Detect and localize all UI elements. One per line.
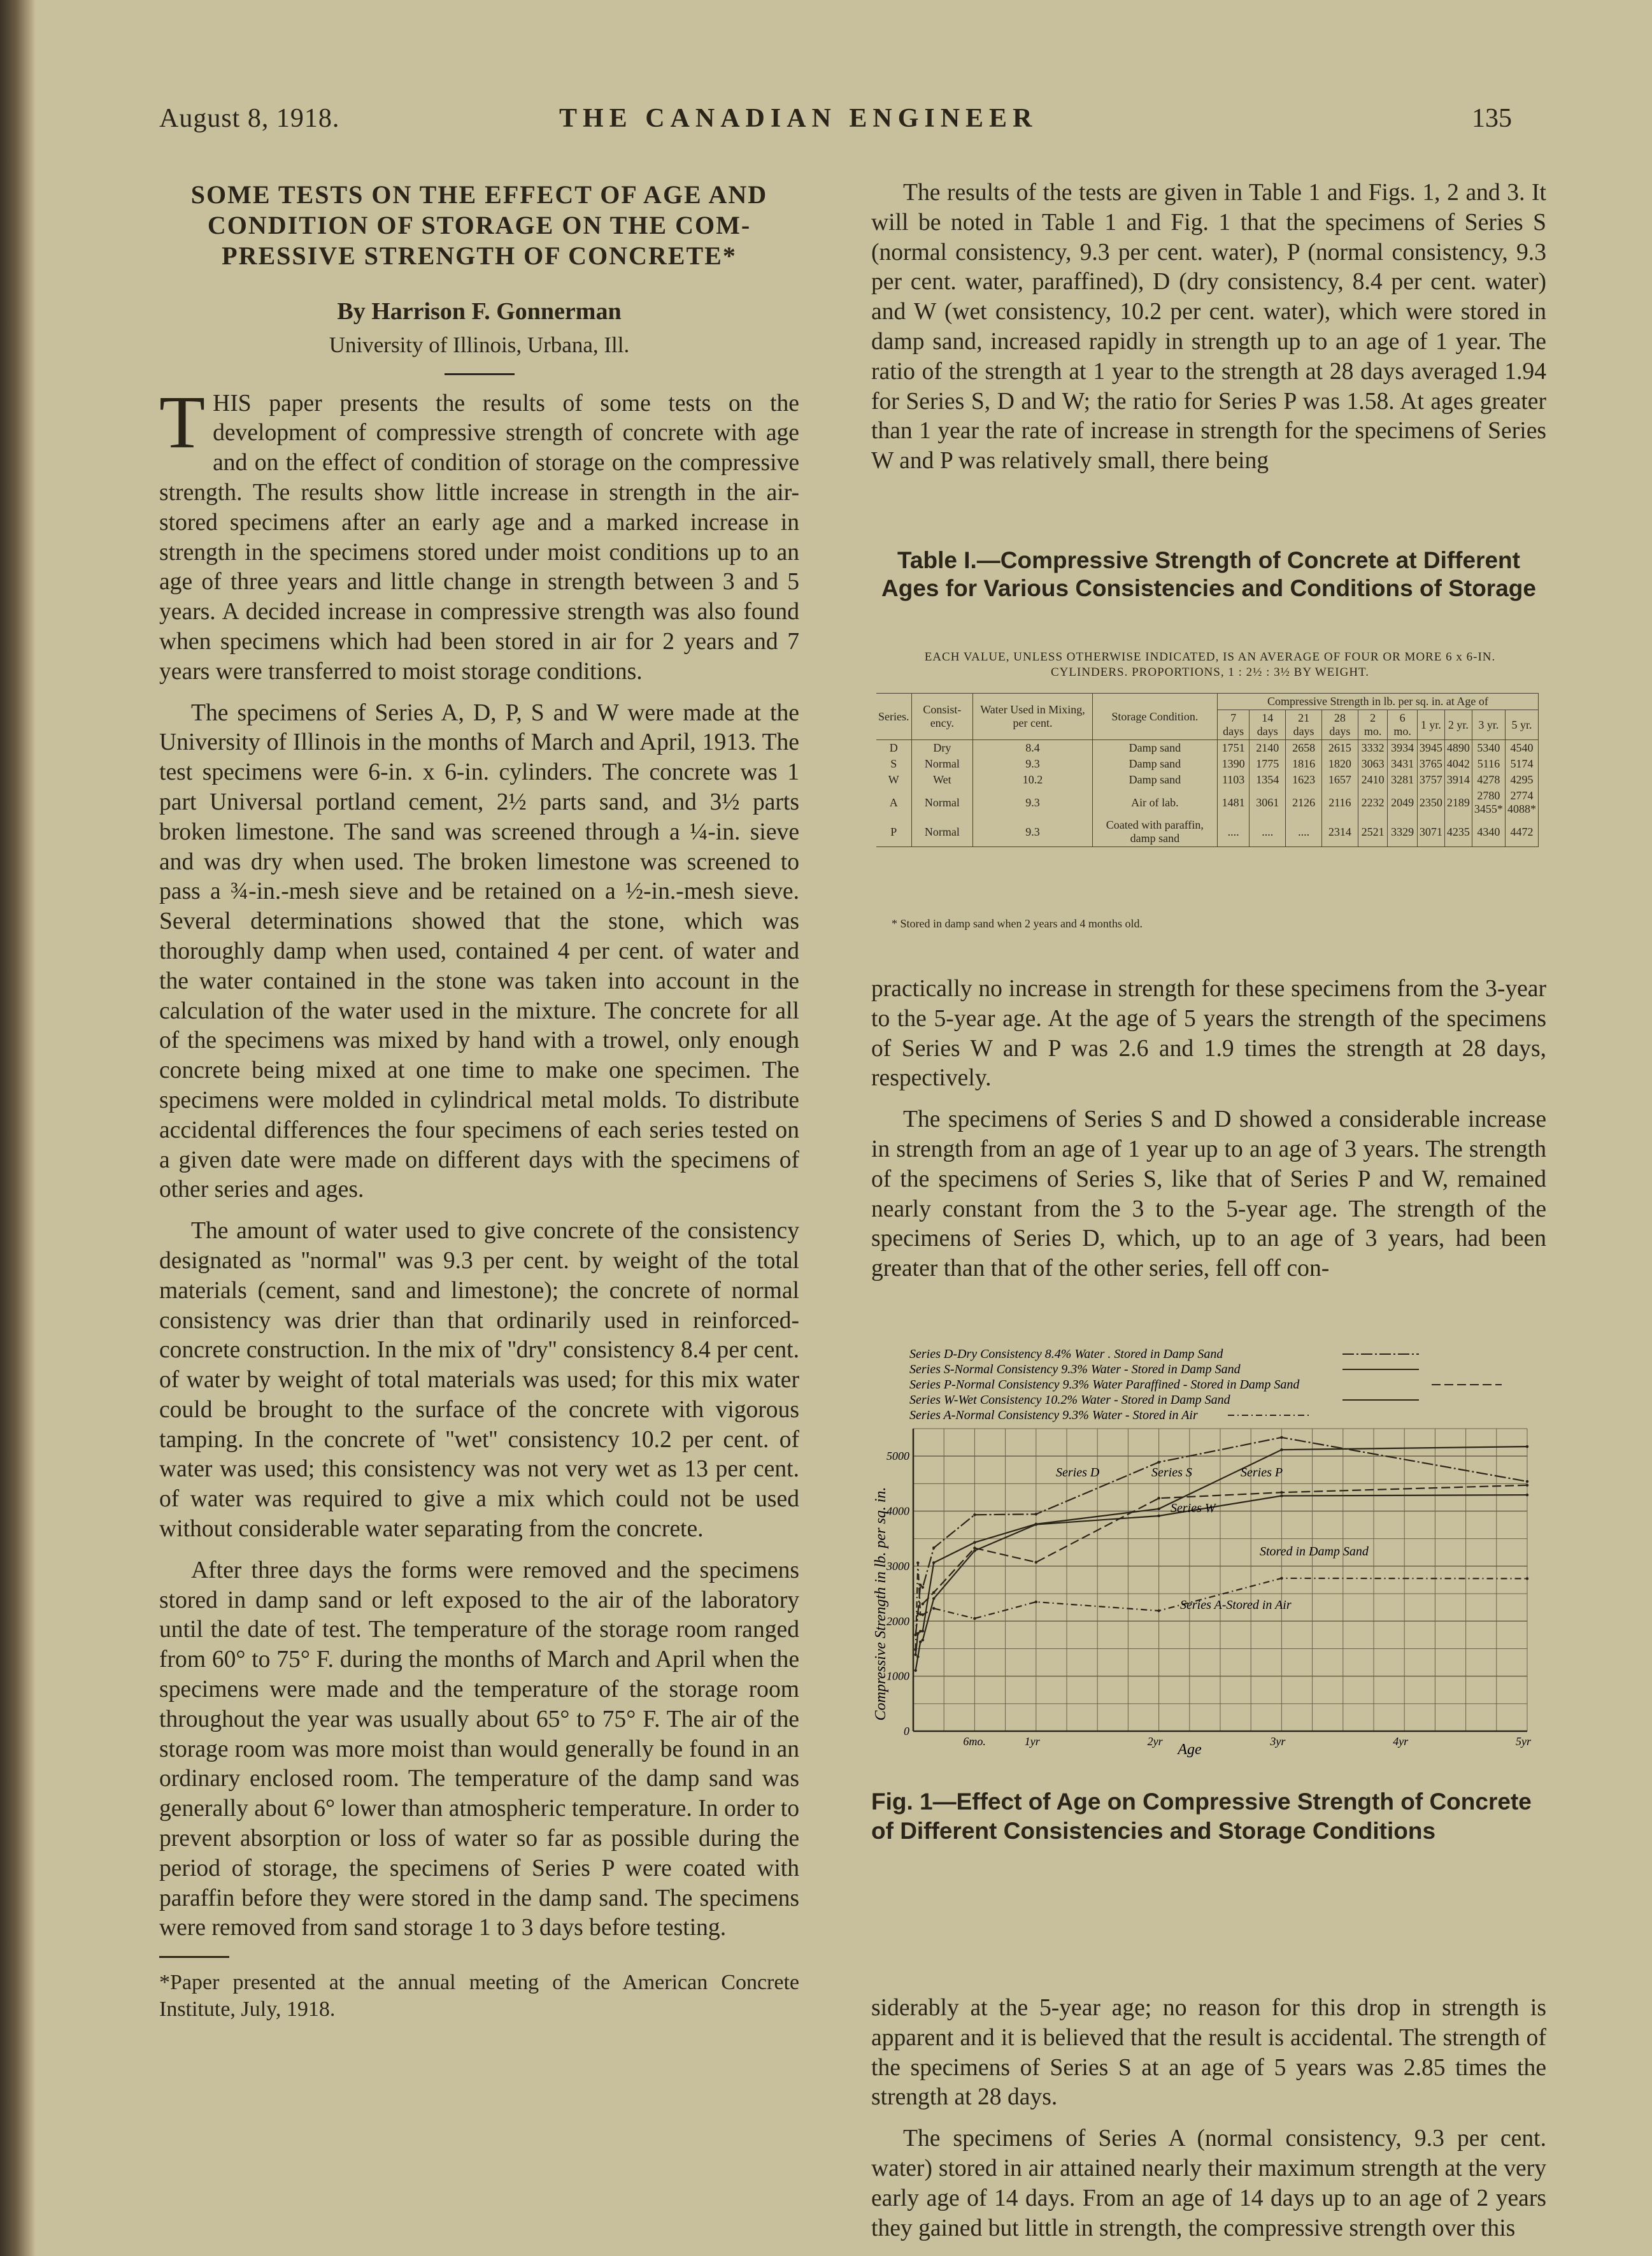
cell-value: 3281 [1388, 772, 1418, 788]
paragraph-specimens: The specimens of Series A, D, P, S and W were made at the University of Illinois in the months of March and April, 1913. The test specimens were 6-in. x 6-in. cylinders. The concrete was 1 part Universal portland cement, 2½ parts sand, and 3½ parts broken limestone. The sand was screened through a ¼-in. sieve and was dry when used. The broken limestone was screened to pass a ¾-in.-mesh sieve and be retained on a ½-in.-mesh sieve. Several determinations showed that the stone, which was thoroughly damp when used, contained 4 per cent. of water and the water contained in the stone was taken into account in the calculation of the water used in the mixture. The concrete for all of the specimens was mixed by hand with a trowel, only enough concrete being mixed at one time to make one specimen. The specimens were molded in cylindrical metal molds. To distribute accidental differences the four specimens of each series tested on a given date were made on different days with the specimens of other series and ages. [159, 699, 799, 1203]
cell-value-sand: 4088* [1507, 803, 1536, 815]
paragraph-series-sd: The specimens of Series S and D showed a considerable increase in strength from an age of 1 year up to an age of 3 years. The strength of the specimens of Series S, like that of Series P and W, remained nearly constant from the 3 to the 5-year age. The strength of the specimens of Series D, which, up to an age of 3 years, had been greater than that of the other series, fell off con- [871, 1106, 1546, 1282]
table-row [876, 817, 1539, 847]
data-point [1157, 1497, 1160, 1499]
x-tick-label: 5yr [1516, 1735, 1531, 1748]
cell-value: .... [1286, 817, 1322, 847]
data-point [1035, 1561, 1037, 1564]
legend-entry-p: Series P-Normal Consistency 9.3% Water Paraffined - Stored in Damp Sand [909, 1378, 1300, 1392]
header-age: 5 yr. [1505, 710, 1538, 740]
cell-storage: Damp sand [1092, 772, 1217, 788]
header-age: 28 days [1321, 710, 1358, 740]
data-point [1280, 1494, 1283, 1497]
annotation-series-p: Series P [1241, 1466, 1283, 1480]
table-row [876, 756, 1539, 772]
cell-series: D [876, 740, 911, 757]
data-point [1035, 1523, 1037, 1525]
series-line-series-w [916, 1495, 1527, 1671]
data-point [932, 1591, 935, 1594]
header-age: 14 days [1250, 710, 1286, 740]
cell-consistency: Normal [911, 817, 973, 847]
legend-entry-d: Series D-Dry Consistency 8.4% Water . Stored in Damp Sand [909, 1347, 1223, 1361]
data-point [973, 1546, 976, 1549]
cell-consistency: Normal [911, 788, 973, 817]
cell-series: W [876, 772, 911, 788]
cell-value: 1103 [1217, 772, 1249, 788]
left-column [159, 172, 799, 2023]
footnote-rule [159, 1956, 229, 1958]
cell-series: P [876, 817, 911, 847]
legend-entry-w: Series W-Wet Consistency 10.2% Water - Stored in Damp Sand [909, 1393, 1230, 1407]
cell-value: 3332 [1358, 740, 1388, 757]
paragraph-intro-text: HIS paper presents the results of some tests on the development of compressive strength of concrete with age and on the effect of condition of storage on the compressive strength. The results show little increase in strength in the air-stored specimens after an early age and a marked increase in strength in the specimens stored under moist conditions up to an age of three years and little change in strength between 3 and 5 years. A decided increase in compressive strength was also found when specimens which had been stored in air for 2 years and 7 years were transferred to moist storage conditions. [159, 390, 799, 685]
data-point [922, 1586, 924, 1588]
cell-value: 2350 [1417, 788, 1444, 817]
header-water: Water Used in Mixing, per cent. [973, 694, 1093, 740]
table-row [876, 772, 1539, 788]
data-point [916, 1655, 919, 1658]
cell-value: 1816 [1286, 756, 1322, 772]
cell-value: 3071 [1417, 817, 1444, 847]
data-point [973, 1617, 976, 1620]
data-point [1035, 1513, 1037, 1515]
cell-water: 9.3 [973, 756, 1093, 772]
paragraph-results-cont: practically no increase in strength for these specimens from the 3-year to the 5-year age. At the age of 5 years the strength of the specimens of Series W and P was 2.6 and 1.9 times the strength at 28 days, respectively. [871, 976, 1546, 1092]
header-age: 2 yr. [1444, 710, 1472, 740]
cell-value: 1623 [1286, 772, 1322, 788]
data-point [916, 1561, 919, 1564]
right-column-middle [871, 975, 1546, 1284]
cell-water: 9.3 [973, 788, 1093, 817]
article-title: SOME TESTS ON THE EFFECT OF AGE AND CONDITION OF STORAGE ON THE COM- PRESSIVE STRENGTH OF CONCRETE* [190, 180, 768, 270]
legend-entry-a: Series A-Normal Consistency 9.3% Water - Stored in Air [909, 1408, 1198, 1422]
data-point [914, 1669, 916, 1672]
page-number: 135 [1472, 104, 1512, 133]
header-age: 6 mo. [1388, 710, 1418, 740]
data-point [1157, 1610, 1160, 1612]
cell-storage: Damp sand [1092, 740, 1217, 757]
strength-chart [871, 1336, 1535, 1760]
cell-value: 4890 [1444, 740, 1472, 757]
header-series: Series. [876, 694, 911, 740]
cell-value: 1775 [1250, 756, 1286, 772]
paragraph-consistency: The amount of water used to give concrete of the consistency designated as ''normal'' was 9.3 per cent. by weight of the total materials (cement, sand and limestone); the concrete of normal consistency was drier than that ordinarily used in reinforced-concrete construction. In the mix of ''dry'' consistency 8.4 per cent. of water by weight of total materials was used; for this mix water could be brought to the surface of the concrete with vigorous tamping. In the concrete of ''wet'' consistency 10.2 per cent. of water was used; this consistency was not very wet as 13 per cent. of water was required to give a mix which could not be used without considerable water separating from the concrete. [159, 1218, 799, 1543]
data-point [916, 1612, 919, 1615]
data-point [914, 1653, 916, 1656]
cell-value-with-note [1505, 788, 1538, 817]
header-strength-group: Compressive Strength in lb. per sq. in. at Age of [1217, 694, 1538, 710]
title-rule [445, 373, 515, 375]
x-tick-label: 1yr [1024, 1735, 1040, 1748]
cell-value: 4235 [1444, 817, 1472, 847]
cell-value: 3329 [1388, 817, 1418, 847]
y-axis-label: Compressive Strength in lb. per sq. in. [872, 1487, 889, 1721]
data-point [1157, 1515, 1160, 1517]
paragraph-storage: After three days the forms were removed and the specimens stored in damp sand or left exposed to the air of the laboratory until the date of test. The temperature of the storage room ranged from 60° to 75° F. during the months of March and April when the specimens were made and the temperature of the storage room throughout the year was usually about 65° to 75° F. The air of the storage room was more moist than would generally be found in an ordinary enclosed room. The temperature of the damp sand was generally about 6° lower than atmospheric temperature. In order to prevent absorption or loss of water so far as possible during the period of storage, the specimens of Series P were coated with paraffin before they were stored in the damp sand. The specimens were removed from sand storage 1 to 3 days before testing. [159, 1557, 799, 1941]
data-point [922, 1613, 924, 1616]
cell-value: 4042 [1444, 756, 1472, 772]
cell-value: 3765 [1417, 756, 1444, 772]
cell-value: 4295 [1505, 772, 1538, 788]
cell-storage: Air of lab. [1092, 788, 1217, 817]
cell-value: .... [1217, 817, 1249, 847]
y-tick-label: 4000 [887, 1504, 909, 1518]
header-age: 7 days [1217, 710, 1249, 740]
header-age: 1 yr. [1417, 710, 1444, 740]
author-byline: By Harrison F. Gonnerman [337, 298, 622, 325]
chart-lines [914, 1436, 1528, 1672]
paragraph-results: The results of the tests are given in Table 1 and Figs. 1, 2 and 3. It will be noted in Table 1 and Fig. 1 that the specimens of Series S (normal consistency, 9.3 per cent. water), P (normal consistency, 9.3 per cent. water, paraffined), D (dry consistency, 8.4 per cent. water) and W (wet consistency, 10.2 per cent. water), which were stored in damp sand, increased rapidly in strength up to an age of 1 year. The ratio of the strength at 1 year to the strength at 28 days averaged 1.94 for Series S, D and W; the ratio for Series P was 1.58. At ages greater than 1 year the rate of increase in strength for the specimens of Series W and P was relatively small, there being [871, 180, 1546, 475]
cell-value: 2314 [1321, 817, 1358, 847]
data-point [973, 1541, 976, 1543]
data-point [1280, 1577, 1283, 1580]
cell-value: 3914 [1444, 772, 1472, 788]
right-column-bottom [871, 1994, 1546, 2243]
data-point [922, 1603, 924, 1605]
data-point [932, 1607, 935, 1610]
table-note: EACH VALUE, UNLESS OTHERWISE INDICATED, IS AN AVERAGE OF FOUR OR MORE 6 x 6-IN. CYLINDERS. PROPORTIONS, 1 : 2½ : 3½ BY WEIGHT. [924, 650, 1496, 679]
annotation-stored-sand: Stored in Damp Sand [1260, 1545, 1369, 1559]
cell-value: 3063 [1358, 756, 1388, 772]
cell-series: A [876, 788, 911, 817]
right-column-top [871, 178, 1546, 476]
cell-water: 10.2 [973, 772, 1093, 788]
annotation-series-s: Series S [1151, 1466, 1192, 1480]
data-point [1035, 1601, 1037, 1603]
cell-value: 2521 [1358, 817, 1388, 847]
cell-value: 2774 [1510, 789, 1534, 802]
cell-value: 1820 [1321, 756, 1358, 772]
cell-value: 2189 [1444, 788, 1472, 817]
header-age: 3 yr. [1472, 710, 1505, 740]
chart-legend [909, 1347, 1502, 1422]
y-tick-label: 0 [904, 1725, 909, 1738]
cell-value: 1481 [1217, 788, 1249, 817]
cell-value: 4540 [1505, 740, 1538, 757]
y-tick-label: 5000 [887, 1450, 909, 1463]
data-point [1526, 1484, 1528, 1487]
data-point [914, 1648, 916, 1651]
cell-value: 2126 [1286, 788, 1322, 817]
strength-table [876, 693, 1539, 847]
chart-axes [886, 1429, 1532, 1748]
cell-value: 3757 [1417, 772, 1444, 788]
data-point [1157, 1460, 1160, 1463]
cell-value: 4278 [1472, 772, 1505, 788]
annotation-series-a: Series A-Stored in Air [1180, 1598, 1292, 1612]
data-point [932, 1561, 935, 1564]
cell-value: 1751 [1217, 740, 1249, 757]
cell-storage: Damp sand [1092, 756, 1217, 772]
paragraph-drop: siderably at the 5-year age; no reason for this drop in strength is apparent and it is believed that the result is accidental. The strength of the specimens of Series S at an age of 5 years was 2.85 times the strength at 28 days. [871, 1995, 1546, 2111]
cell-value: 1390 [1217, 756, 1249, 772]
x-tick-label: 3yr [1270, 1735, 1286, 1748]
drop-cap: T [159, 380, 206, 464]
cell-value: 3934 [1388, 740, 1418, 757]
cell-consistency: Normal [911, 756, 973, 772]
cell-value: 5174 [1505, 756, 1538, 772]
cell-value: 5340 [1472, 740, 1505, 757]
figure-1 [871, 1336, 1535, 1760]
cell-consistency: Wet [911, 772, 973, 788]
x-tick-label: 2yr [1147, 1735, 1163, 1748]
chart-grid [913, 1429, 1527, 1731]
cell-value: 2116 [1321, 788, 1358, 817]
issue-date: August 8, 1918. [159, 104, 340, 133]
data-point [1526, 1494, 1528, 1496]
x-tick-label: 4yr [1393, 1735, 1409, 1748]
figure-caption: Fig. 1—Effect of Age on Compressive Strength of Concrete of Different Consistencies and Storage Conditions [871, 1788, 1532, 1844]
cell-value: 5116 [1472, 756, 1505, 772]
data-point [919, 1613, 922, 1615]
annotation-series-w: Series W [1171, 1501, 1216, 1515]
table-row [876, 740, 1539, 757]
cell-water: 8.4 [973, 740, 1093, 757]
data-point [1280, 1436, 1283, 1439]
data-point [1157, 1508, 1160, 1510]
data-point [973, 1513, 976, 1516]
y-tick-label: 3000 [887, 1559, 909, 1573]
y-tick-label: 1000 [887, 1669, 909, 1683]
data-point [1280, 1448, 1283, 1451]
x-axis-label: Age [1178, 1741, 1202, 1758]
page-header [159, 103, 1512, 148]
cell-value: 4472 [1505, 817, 1538, 847]
data-point [932, 1597, 935, 1600]
header-age: 21 days [1286, 710, 1322, 740]
data-point [916, 1632, 919, 1635]
cell-value: 2232 [1358, 788, 1388, 817]
cell-value: 3431 [1388, 756, 1418, 772]
annotation-series-d: Series D [1056, 1466, 1100, 1480]
cell-storage: Coated with paraffin, damp sand [1092, 817, 1217, 847]
cell-value: 2140 [1250, 740, 1286, 757]
legend-entry-s: Series S-Normal Consistency 9.3% Water - Stored in Damp Sand [909, 1362, 1241, 1376]
journal-title: THE CANADIAN ENGINEER [559, 104, 1038, 133]
cell-value: 3945 [1417, 740, 1444, 757]
table-footnote: * Stored in damp sand when 2 years and 4 months old. [892, 917, 1143, 930]
table-row [876, 788, 1539, 817]
header-consistency: Consist- ency. [911, 694, 973, 740]
data-point [973, 1549, 976, 1552]
series-line-series-p [923, 1485, 1527, 1604]
data-point [932, 1546, 935, 1549]
cell-value: 2780 [1477, 789, 1500, 802]
data-point [1526, 1577, 1528, 1580]
data-point [922, 1630, 924, 1632]
table-caption: Table I.—Compressive Strength of Concrete at Different Ages for Various Consistencies and Conditions of Storage [881, 547, 1536, 601]
data-point [1526, 1480, 1528, 1483]
data-point [922, 1639, 924, 1641]
cell-consistency: Dry [911, 740, 973, 757]
cell-value: 3061 [1250, 788, 1286, 817]
cell-value-with-note [1472, 788, 1505, 817]
paragraph-series-a: The specimens of Series A (normal consistency, 9.3 per cent. water) stored in air attained nearly their maximum strength at the very early age of 14 days. From an age of 14 days up to an age of 2 years they gained but little in strength, the compressive strength over this [871, 2125, 1546, 2241]
data-point [1280, 1491, 1283, 1494]
cell-value: 1354 [1250, 772, 1286, 788]
author-affiliation: University of Illinois, Urbana, Ill. [329, 332, 630, 357]
cell-value-sand: 3455* [1474, 803, 1503, 815]
cell-water: 9.3 [973, 817, 1093, 847]
page-spine-shadow [0, 0, 36, 2256]
cell-value: 1657 [1321, 772, 1358, 788]
cell-value: 2410 [1358, 772, 1388, 788]
series-line-series-s [916, 1446, 1527, 1655]
cell-value: 2658 [1286, 740, 1322, 757]
y-tick-label: 2000 [887, 1615, 909, 1628]
cell-value: .... [1250, 817, 1286, 847]
cell-value: 4340 [1472, 817, 1505, 847]
footnote: *Paper presented at the annual meeting of the American Concrete Institute, July, 1918. [159, 1971, 799, 2022]
cell-value: 2615 [1321, 740, 1358, 757]
cell-value: 2049 [1388, 788, 1418, 817]
data-point [1526, 1445, 1528, 1448]
cell-series: S [876, 756, 911, 772]
data-point [919, 1641, 922, 1643]
header-storage: Storage Condition. [1092, 694, 1217, 740]
header-age: 2 mo. [1358, 710, 1388, 740]
x-tick-label: 6mo. [963, 1735, 986, 1748]
paragraph-intro [159, 380, 799, 687]
